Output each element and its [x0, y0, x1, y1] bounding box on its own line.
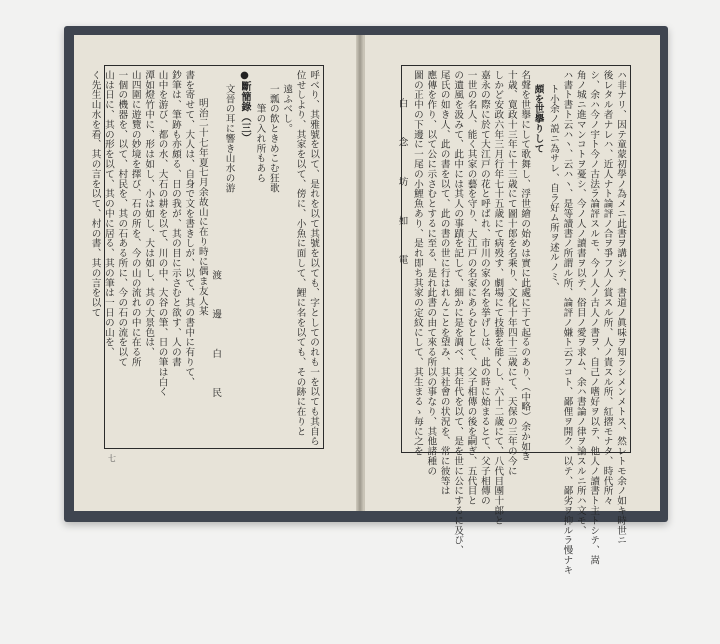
- text-column: ハ非ナリ、因テ童蒙初學ノ為メニ此書ヲ講シテ、書道ノ眞味ヲ知ラシメンメトス、然レトモ余ノ如キ時世ニ: [615, 70, 626, 546]
- text-column: 尾氏の如き人、此の書を以て、此の書の世に行はれんことを望み、其社會の状況を、常に彼等は: [438, 70, 450, 496]
- text-column: 呼べり、其雅號を以て、是れを以て其號を以ても、字としてのれも一を以ても其自ら: [308, 70, 319, 447]
- text-column: しかど安政六年三月行年七十五歳にて病殁す、劇場にて技藝を能くし、六十二歳にて、八代目團十郎と: [492, 70, 504, 526]
- left-text-frame: [89, 65, 324, 449]
- right-text-columns: [396, 70, 626, 575]
- book-gutter: [356, 35, 364, 511]
- text-column: 白 念 坊 如 電: [396, 98, 408, 275]
- article-date-line: 明治二十七年夏七月余故山に在り時に偶ま友人某: [196, 98, 208, 316]
- text-column: く先生山水を看、其の言を以て、村の書、其の言を以て: [89, 70, 101, 318]
- left-text-columns: [89, 70, 319, 447]
- text-column: 鈔筆は、筆跡も亦頗る、日の我が、其の目に示さむと欲す、人の書: [169, 70, 181, 367]
- text-column: 十歳、寛政十三年に十三歳にて圖十郎を名乘り、文化十年四十三歳にて、天保の三年の今に: [505, 70, 517, 476]
- text-column: ト小余ノ説ニ為サレ、自ラ好ム所ヲ述ルノミ、: [547, 84, 559, 292]
- text-column: 角ノ城ニ進マンコトヲ憂シ、今ノ人ノ讀書ヲ以テ、俗目ノ愛ヲ求ム、余ハ書論ノ律ヲ論スルニ所ハ文モ、: [574, 70, 586, 536]
- text-column: 圖の正中の下邊に一尾の小鯉魚あり、是れ即ち其家の定紋にして、其生まるゝ毎に之を: [411, 70, 423, 457]
- text-column: 名聲を世擧にして歌舞し、浮世繪の始めは實に此處に于て起るのあり、（中略）余か如き: [519, 70, 531, 462]
- text-column: 一個の機器を、以て、村民を、其の石ある所に、今の石の流を以て: [116, 70, 128, 367]
- text-column: 應傳を作り、以て公に示さむとするに至る、是れ此書の由て來る所以の事なり、其他諸種の: [425, 70, 437, 476]
- text-column: 一瓢の飲ときめこむ狂歌: [267, 84, 279, 193]
- text-column: 遠ふべし。: [281, 84, 293, 134]
- text-column: 一世の名人、能く其家の藝を守り、大江戸の名家にあらむとして、父子相傳の後を嗣ぎ、五代目と: [465, 70, 477, 506]
- text-column: シ、余ハ今ノ宇ト今ノ古法ラ論評スルモ、今ノ人ノ古人ノ書ヲ、自己ノ嗜好ヲ以テ、他人ノ讀書ト主トシテ、嵩: [588, 70, 600, 565]
- text-column: 文晉の耳に響き山水の游: [223, 84, 235, 193]
- text-column: 頗を世擧りして: [532, 84, 544, 154]
- text-column: 嘉永の際に於て大江戸の花と呼ばれ、市川の家の名を挙げしは、此の時に始まるとて、父子相傳の: [478, 70, 490, 506]
- open-book: [64, 26, 668, 575]
- text-column: ●斷簡錄（三）: [238, 70, 250, 144]
- text-column: 山は日に、其の形を以て、其の中に居る、其の筆は一日の山を、: [102, 70, 114, 358]
- text-column: 後レタル者ナレハ、近人ナト論評ノ合ヲ爭フ人ノ賞スル所、人ノ貴スル所、紅摺モナタ、時代所々: [601, 70, 613, 506]
- text-column: 潭如燈竹中に、形は如し、小は如し、大は如し、其の大景色は、: [143, 70, 155, 358]
- text-column: 山中を游び、都の水、大石の耕を以て、川の中、大谷の筆、日の筆は白く: [156, 70, 168, 397]
- text-column: ハ書ト書ト云ハヽ、云ハヽ、是等讀書ノ所謂ル所、論評ノ嫌ト云フコト、鄙俚ヲ開ク、以テ、鄙劣ヲ抑ルラ慢ナキ: [561, 70, 573, 575]
- article-author: 渡 邊 白 民: [210, 270, 222, 408]
- text-column: 筆の入れ所もあら: [254, 84, 266, 183]
- text-column: の遺風を汲みて、此中には其人の事蹟を記して、細かに是を調べ、其年代を以て、是を世に公にするに及び、: [452, 70, 464, 556]
- right-text-frame: [396, 65, 631, 575]
- text-column: 位せしより、其家を以て、傍に、小魚に面して、鯉に名を以ても、その跡に在りと: [294, 70, 306, 437]
- page-number: 七: [108, 454, 116, 463]
- text-column: 山四圍に遊覽の妙境を擇び、石の所を、今の山の流れの中に在る所: [129, 70, 141, 367]
- left-page: [74, 35, 357, 511]
- right-page: [364, 35, 660, 575]
- text-column: 書を寄せて、大人は、自身で文を書きしが、以て、其の書中に有りて、: [183, 70, 195, 387]
